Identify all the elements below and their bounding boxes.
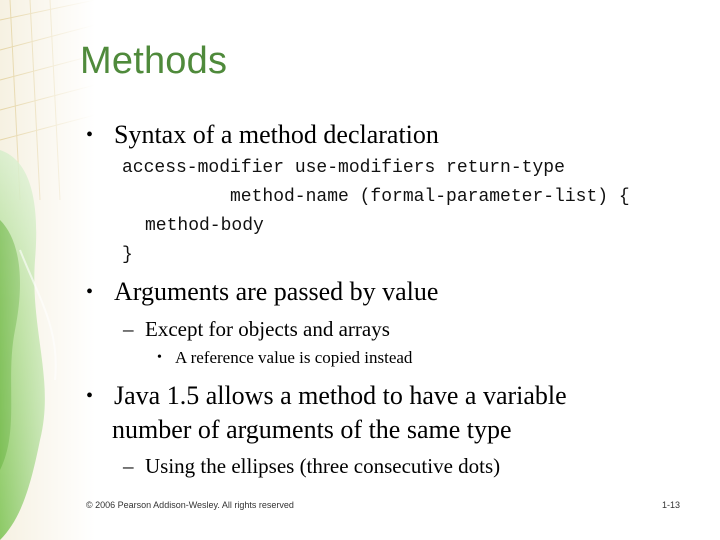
sub-bullet-ellipses (123, 453, 501, 479)
code-line-1: access-modifier use-modifiers return-type (122, 158, 565, 178)
slide-title: Methods (80, 40, 228, 82)
code-line-4: } (122, 245, 133, 265)
dash-icon: – (123, 454, 134, 478)
sub-bullet-objects-arrays (123, 316, 390, 342)
bullet-dot-icon: • (157, 350, 162, 365)
bullet-dot-icon: • (86, 281, 94, 303)
sub-sub-bullet-reference (157, 347, 413, 369)
bullet-arguments-text: Arguments are passed by value (114, 277, 439, 306)
bullet-arguments (86, 275, 439, 309)
code-line-3: method-body (145, 216, 264, 236)
bullet-java-continuation (112, 413, 512, 447)
bullet-syntax-text: Syntax of a method declaration (114, 120, 439, 149)
sub-bullet-objects-arrays-text: Except for objects and arrays (145, 317, 390, 341)
sub-sub-bullet-reference-text: A reference value is copied instead (175, 348, 413, 367)
bullet-dot-icon: • (86, 385, 94, 407)
footer-copyright: © 2006 Pearson Addison-Wesley. All rights reserved (86, 500, 294, 510)
code-line-2: method-name (formal-parameter-list) { (230, 187, 630, 207)
bullet-dot-icon: • (86, 124, 94, 146)
dash-icon: – (123, 317, 134, 341)
bullet-java-line-1: Java 1.5 allows a method to have a variable (114, 381, 567, 410)
sub-bullet-ellipses-text: Using the ellipses (three consecutive dots) (145, 454, 501, 478)
footer-page-number: 1-13 (662, 500, 681, 510)
bullet-java-varargs (86, 379, 567, 413)
bullet-java-line-2: number of arguments of the same type (112, 415, 512, 444)
bullet-syntax (86, 118, 439, 152)
